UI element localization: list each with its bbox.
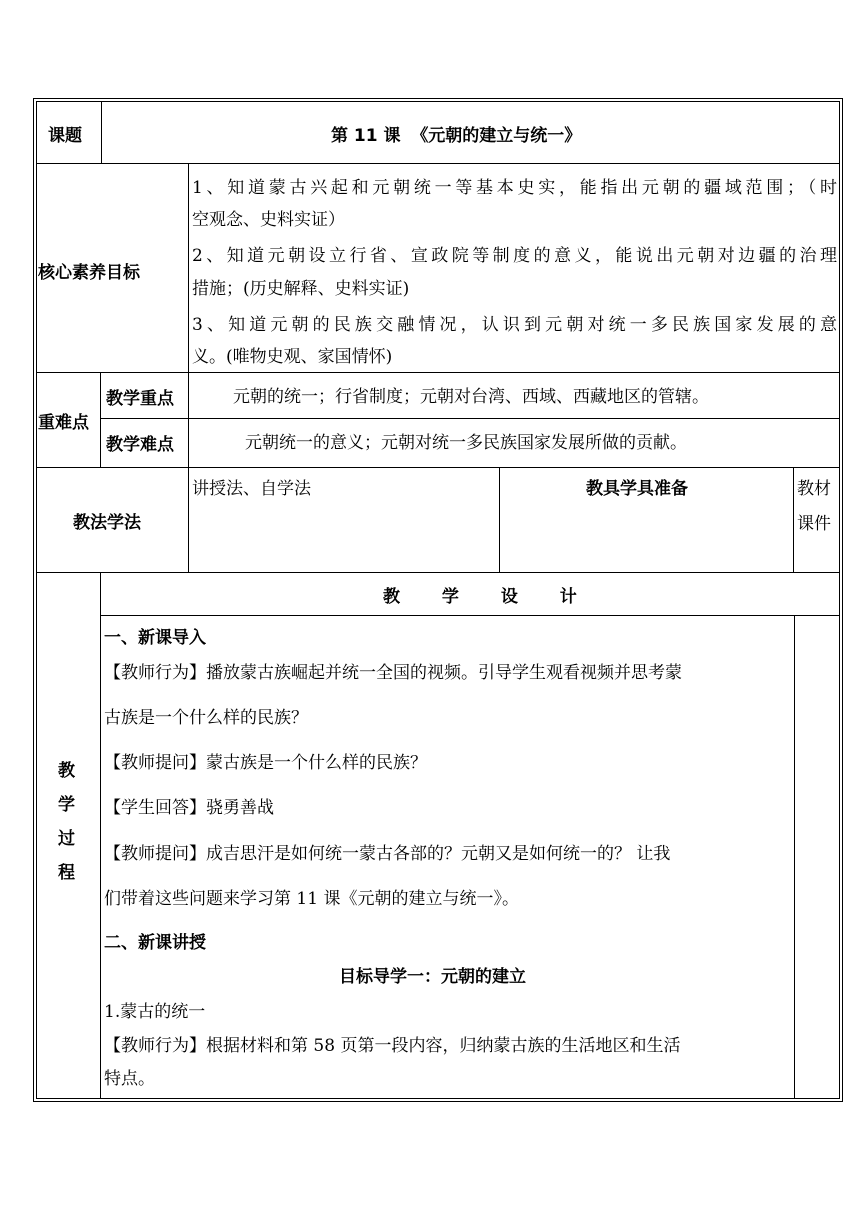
row-divider-keypoints: [36, 467, 840, 468]
goal1-title: 目标导学一：元朝的建立: [339, 967, 526, 987]
goal-line-4: 措施；(历史解释、史料实证): [192, 279, 410, 299]
key-points-label: 重难点: [38, 413, 89, 433]
teacher-question-1: 【教师提问】蒙古族是一个什么样的民族？: [104, 753, 427, 773]
core-goals-label: 核心素养目标: [38, 263, 140, 283]
row-divider-design: [100, 615, 840, 616]
col-divider-keypoints-a: [100, 372, 101, 467]
tools-label: 教具学具准备: [586, 479, 688, 499]
col-divider-keypoints-b: [188, 372, 189, 467]
q2-line-1: 【教师提问】成吉思汗是如何统一蒙古各部的？元朝又是如何统一的？ 让我: [104, 844, 671, 864]
difficulty-label: 教学难点: [106, 435, 174, 455]
difficulty-value: 元朝统一的意义；元朝对统一多民族国家发展所做的贡献。: [245, 433, 687, 453]
methods-value: 讲授法、自学法: [192, 479, 311, 499]
section2-title: 二、新课讲授: [104, 933, 206, 953]
sub1-title: 1.蒙古的统一: [104, 1002, 206, 1022]
goal-line-2: 空观念、史料实证）: [192, 210, 345, 230]
p2-line-2: 特点。: [104, 1069, 155, 1089]
tools-value-textbook: 教材: [797, 479, 831, 499]
row-divider-topic: [36, 163, 840, 164]
p1-line-2: 古族是一个什么样的民族？: [104, 708, 308, 728]
goal-line-1: 1、知道蒙古兴起和元朝统一等基本史实，能指出元朝的疆域范围；（时: [192, 178, 837, 198]
tools-value-courseware: 课件: [797, 514, 831, 534]
row-divider-focus: [100, 418, 840, 419]
col-divider-methods-b: [499, 467, 500, 572]
topic-lesson-number: 第 11 课: [331, 126, 401, 146]
focus-label: 教学重点: [106, 389, 174, 409]
topic-lesson-title: 《元朝的建立与统一》: [411, 126, 582, 146]
process-label-char-4: 程: [58, 863, 75, 883]
col-divider-goals: [188, 163, 189, 372]
row-divider-methods: [36, 572, 840, 573]
goal-line-3: 2、知道元朝设立行省、宣政院等制度的意义，能说出元朝对边疆的治理: [192, 246, 837, 266]
goal-line-6: 义。(唯物史观、家国情怀): [192, 347, 393, 367]
topic-label: 课题: [48, 126, 82, 146]
goal-line-5: 3、知道元朝的民族交融情况，认识到元朝对统一多民族国家发展的意: [192, 315, 837, 335]
topic-value: [331, 125, 581, 147]
q2-line-2: 们带着这些问题来学习第 11 课《元朝的建立与统一》。: [104, 889, 519, 909]
process-label-char-1: 教: [58, 761, 75, 781]
process-label-char-2: 学: [58, 795, 75, 815]
col-divider-process: [100, 572, 101, 1099]
col-divider-methods-c: [793, 467, 794, 572]
p1-line-1: 【教师行为】播放蒙古族崛起并统一全国的视频。引导学生观看视频并思考蒙: [104, 663, 682, 683]
student-answer-1: 【学生回答】骁勇善战: [104, 798, 274, 818]
col-divider-topic: [101, 101, 102, 163]
col-divider-methods-a: [188, 467, 189, 572]
col-divider-process-right: [794, 615, 795, 1099]
focus-value: 元朝的统一；行省制度；元朝对台湾、西域、西藏地区的管辖。: [233, 387, 709, 407]
row-divider-goals: [36, 372, 840, 373]
p2-line-1: 【教师行为】根据材料和第 58 页第一段内容，归纳蒙古族的生活地区和生活: [104, 1036, 681, 1056]
methods-label: 教法学法: [73, 513, 141, 533]
design-title: 教 学 设 计: [383, 587, 595, 607]
section1-title: 一、新课导入: [104, 628, 206, 648]
process-label-char-3: 过: [58, 829, 75, 849]
